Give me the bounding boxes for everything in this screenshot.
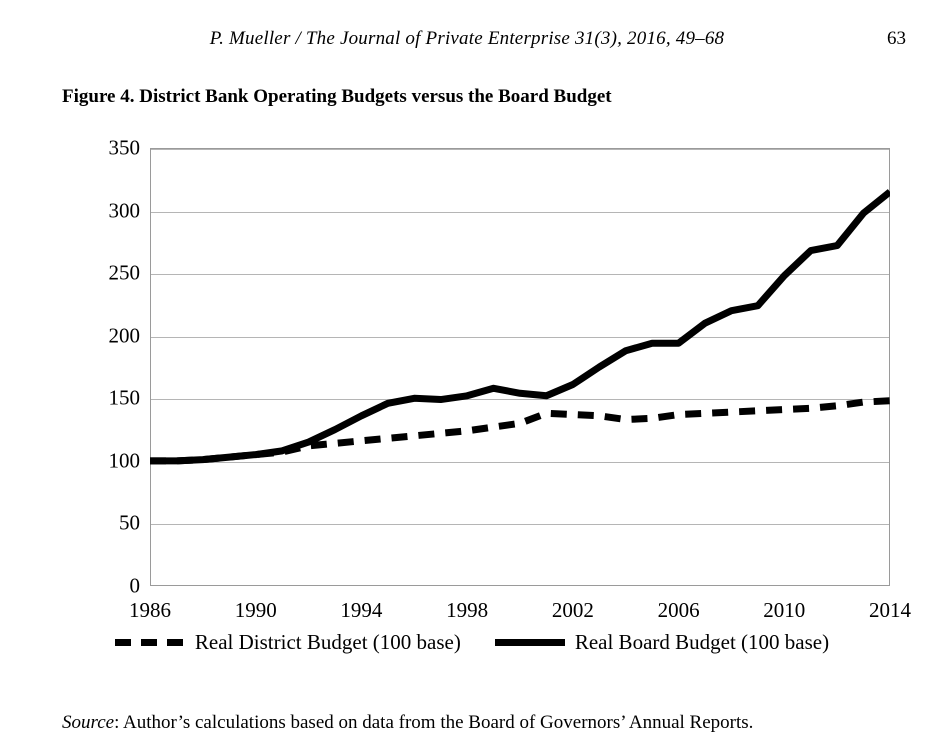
legend-item-board [495,630,829,655]
x-tick-label: 1986 [129,598,171,622]
x-tick-label: 1990 [234,598,277,622]
y-tick-label: 100 [108,448,140,473]
y-tick-label: 150 [108,385,140,410]
y-tick-label: 250 [108,260,140,285]
legend-label-board: Real Board Budget (100 base) [574,630,830,654]
x-tick-label: 2010 [763,598,806,622]
series-line-board [150,192,890,461]
source-text: : Author’s calculations based on data from the Board of Governors’ Annual Reports. [114,712,754,733]
figure-chart [62,130,911,654]
figure-title: Figure 4. District Bank Operating Budgets versus the Board Budget [62,86,612,107]
chart-legend [62,630,882,655]
x-tick-label: 2006 [657,598,700,622]
y-tick-label: 200 [108,323,140,348]
y-tick-label: 0 [129,573,140,598]
page-number: 63 [887,28,906,49]
x-tick-label: 1998 [446,598,489,622]
source-label: Source [62,712,115,733]
dashed-line-swatch-icon [115,639,185,646]
y-tick-label: 350 [108,135,140,160]
legend-item-district [115,630,461,655]
solid-line-swatch-icon [495,639,565,646]
y-tick-label: 300 [108,198,140,223]
x-tick-label: 2002 [551,598,594,622]
running-head: P. Mueller / The Journal of Private Enterprise 31(3), 2016, 49–68 [209,28,725,49]
x-tick-label: 2014 [869,598,911,622]
y-tick-label: 50 [119,510,140,535]
chart-series-layer [150,148,890,586]
x-tick-label: 1994 [340,598,383,622]
legend-label-district: Real District Budget (100 base) [194,630,461,654]
source-note [62,712,753,734]
